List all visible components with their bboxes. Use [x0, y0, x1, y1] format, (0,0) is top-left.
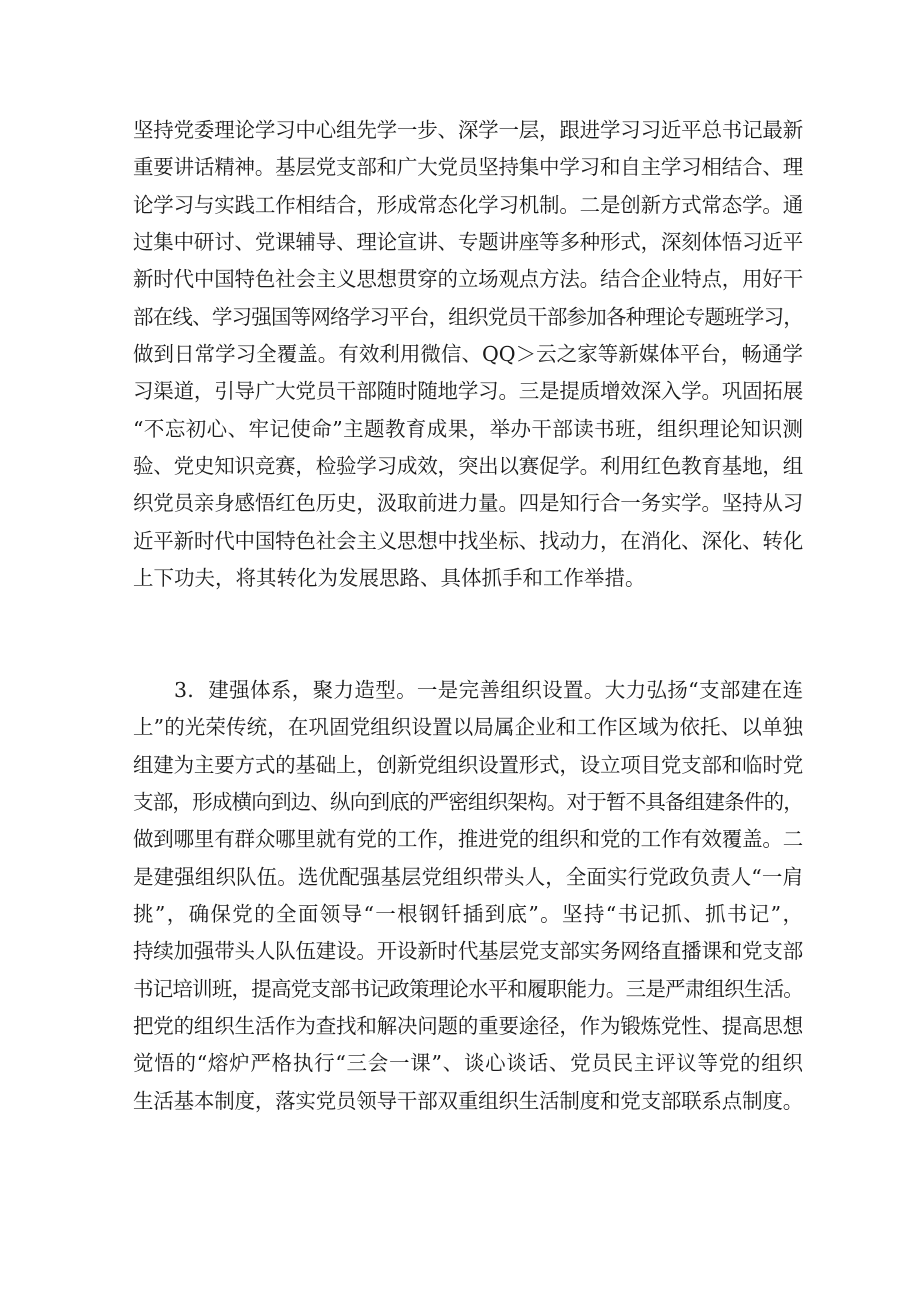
text-line: 论学习与实践工作相结合，形成常态化学习机制。二是创新方式常态学。通 [133, 192, 803, 217]
text-line: 部在线、学习强国等网络学习平台，组织党员干部参加各种理论专题班学习， [133, 304, 803, 329]
text-line: 书记培训班，提高党支部书记政策理论水平和履职能力。三是严肃组织生活。 [133, 976, 803, 1001]
text-line: “不忘初心、牢记使命”主题教育成果，举办干部读书班，组织理论知识测 [133, 416, 803, 441]
text-line: 3．建强体系，聚力造型。一是完善组织设置。大力弘扬“支部建在连 [174, 678, 803, 702]
text-line: 坚持党委理论学习中心组先学一步、深学一层，跟进学习习近平总书记最新 [133, 118, 803, 142]
text-line: 上下功夫，将其转化为发展思路、具体抓手和工作举措。 [133, 566, 646, 591]
paragraph-study [133, 112, 803, 597]
paragraph-organization [133, 672, 803, 1120]
text-line: 生活基本制度，落实党员领导干部双重组织生活制度和党支部联系点制度。 [133, 1088, 803, 1113]
text-line: 挑”，确保党的全面领导“一根钢钎插到底”。坚持“书记抓、抓书记”， [133, 902, 803, 927]
text-line: 把党的组织生活作为查找和解决问题的重要途径，作为锻炼党性、提高思想 [133, 1014, 803, 1039]
text-line: 做到日常学习全覆盖。有效利用微信、QQ＞云之家等新媒体平台，畅通学 [133, 342, 803, 367]
text-line: 组建为主要方式的基础上，创新党组织设置形式，设立项目党支部和临时党 [133, 752, 803, 777]
text-line: 重要讲话精神。基层党支部和广大党员坚持集中学习和自主学习相结合、理 [133, 155, 803, 180]
text-line: 织党员亲身感悟红色历史，汲取前进力量。四是知行合一务实学。坚持从习 [133, 491, 803, 516]
text-line: 验、党史知识竞赛，检验学习成效，突出以赛促学。利用红色教育基地，组 [133, 454, 803, 479]
text-line: 是建强组织队伍。选优配强基层党组织带头人，全面实行党政负责人“一肩 [133, 864, 803, 889]
text-line: 做到哪里有群众哪里就有党的工作，推进党的组织和党的工作有效覆盖。二 [133, 827, 803, 852]
text-line: 过集中研讨、党课辅导、理论宣讲、专题讲座等多种形式，深刻体悟习近平 [133, 230, 803, 255]
text-line: 持续加强带头人队伍建设。开设新时代基层党支部实务网络直播课和党支部 [133, 939, 803, 964]
text-line: 习渠道，引导广大党员干部随时随地学习。三是提质增效深入学。巩固拓展 [133, 379, 803, 404]
text-line: 新时代中国特色社会主义思想贯穿的立场观点方法。结合企业特点，用好干 [133, 267, 803, 292]
text-line: 支部，形成横向到边、纵向到底的严密组织架构。对于暂不具备组建条件的， [133, 790, 803, 815]
text-line: 上”的光荣传统，在巩固党组织设置以局属企业和工作区域为依托、以单独 [133, 715, 803, 740]
text-line: 觉悟的“熔炉严格执行“三会一课”、谈心谈话、党员民主评议等党的组织 [133, 1051, 803, 1076]
text-line: 近平新时代中国特色社会主义思想中找坐标、找动力，在消化、深化、转化 [133, 528, 803, 553]
